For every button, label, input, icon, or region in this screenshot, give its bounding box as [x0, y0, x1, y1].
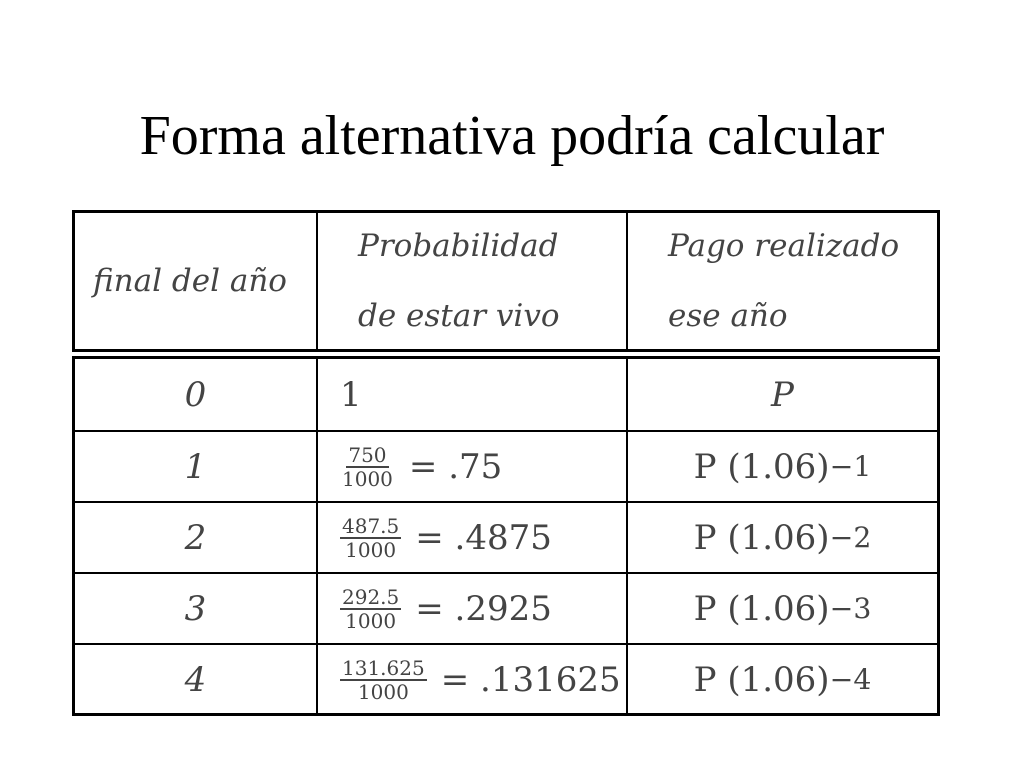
- table-row: [75, 501, 937, 572]
- payment-base: P: [771, 374, 794, 415]
- year-cell: 1: [184, 446, 207, 487]
- probability-cell: [316, 359, 626, 430]
- payment-cell: [626, 432, 937, 501]
- probability-cell: [316, 432, 626, 501]
- probability-result: = .2925: [415, 588, 552, 629]
- fraction-numerator: 292.5: [342, 584, 400, 609]
- fraction-denominator: 1000: [345, 608, 397, 633]
- year-cell: 2: [184, 517, 207, 558]
- fraction-denominator: 1000: [345, 537, 397, 562]
- payment-exponent: −1: [829, 450, 872, 483]
- payment-cell: [626, 503, 937, 572]
- header-payment-line2: ese año: [668, 298, 788, 334]
- payment-exponent: −4: [829, 663, 872, 696]
- probability-result: = .75: [408, 446, 503, 487]
- fraction-numerator: 487.5: [342, 513, 400, 538]
- year-cell: 4: [184, 659, 207, 700]
- fraction-numerator: 131.625: [342, 655, 425, 680]
- probability-value: 1: [340, 374, 362, 415]
- header-probability: [316, 213, 626, 349]
- header-row: [75, 213, 937, 349]
- payment-base: P (1.06): [693, 659, 830, 700]
- probability-cell: [316, 503, 626, 572]
- table-header: [72, 210, 940, 352]
- probability-cell: [316, 574, 626, 643]
- table-row: [75, 572, 937, 643]
- payment-cell: [626, 359, 937, 430]
- header-year-label: final del año: [93, 263, 287, 299]
- table-row: [75, 430, 937, 501]
- table-row: [75, 643, 937, 714]
- year-cell: 0: [184, 374, 207, 415]
- fraction-denominator: 1000: [342, 466, 393, 491]
- header-payment-line1: Pago realizado: [668, 228, 900, 264]
- payment-base: P (1.06): [693, 588, 830, 629]
- table-body: [72, 356, 940, 716]
- probability-result: = .4875: [415, 517, 552, 558]
- probability-fraction: [340, 444, 395, 490]
- payment-cell: [626, 645, 937, 714]
- header-probability-line2: de estar vivo: [358, 298, 560, 334]
- fraction-denominator: 1000: [357, 679, 409, 704]
- fraction-numerator: 750: [348, 442, 387, 467]
- probability-fraction: [340, 586, 401, 632]
- payment-base: P (1.06): [693, 517, 830, 558]
- probability-fraction: [340, 515, 401, 561]
- probability-result: = .131625: [440, 659, 621, 700]
- slide-title: Forma alternativa podría calcular: [139, 105, 885, 167]
- header-probability-line1: Probabilidad: [358, 228, 559, 264]
- probability-cell: [316, 645, 626, 714]
- payment-exponent: −2: [829, 521, 872, 554]
- payment-exponent: −3: [829, 592, 872, 625]
- header-payment: [626, 213, 937, 349]
- header-year: [75, 213, 316, 349]
- table-row: [75, 359, 937, 430]
- payment-base: P (1.06): [693, 446, 830, 487]
- payment-cell: [626, 574, 937, 643]
- year-cell: 3: [184, 588, 207, 629]
- probability-fraction: [340, 657, 427, 703]
